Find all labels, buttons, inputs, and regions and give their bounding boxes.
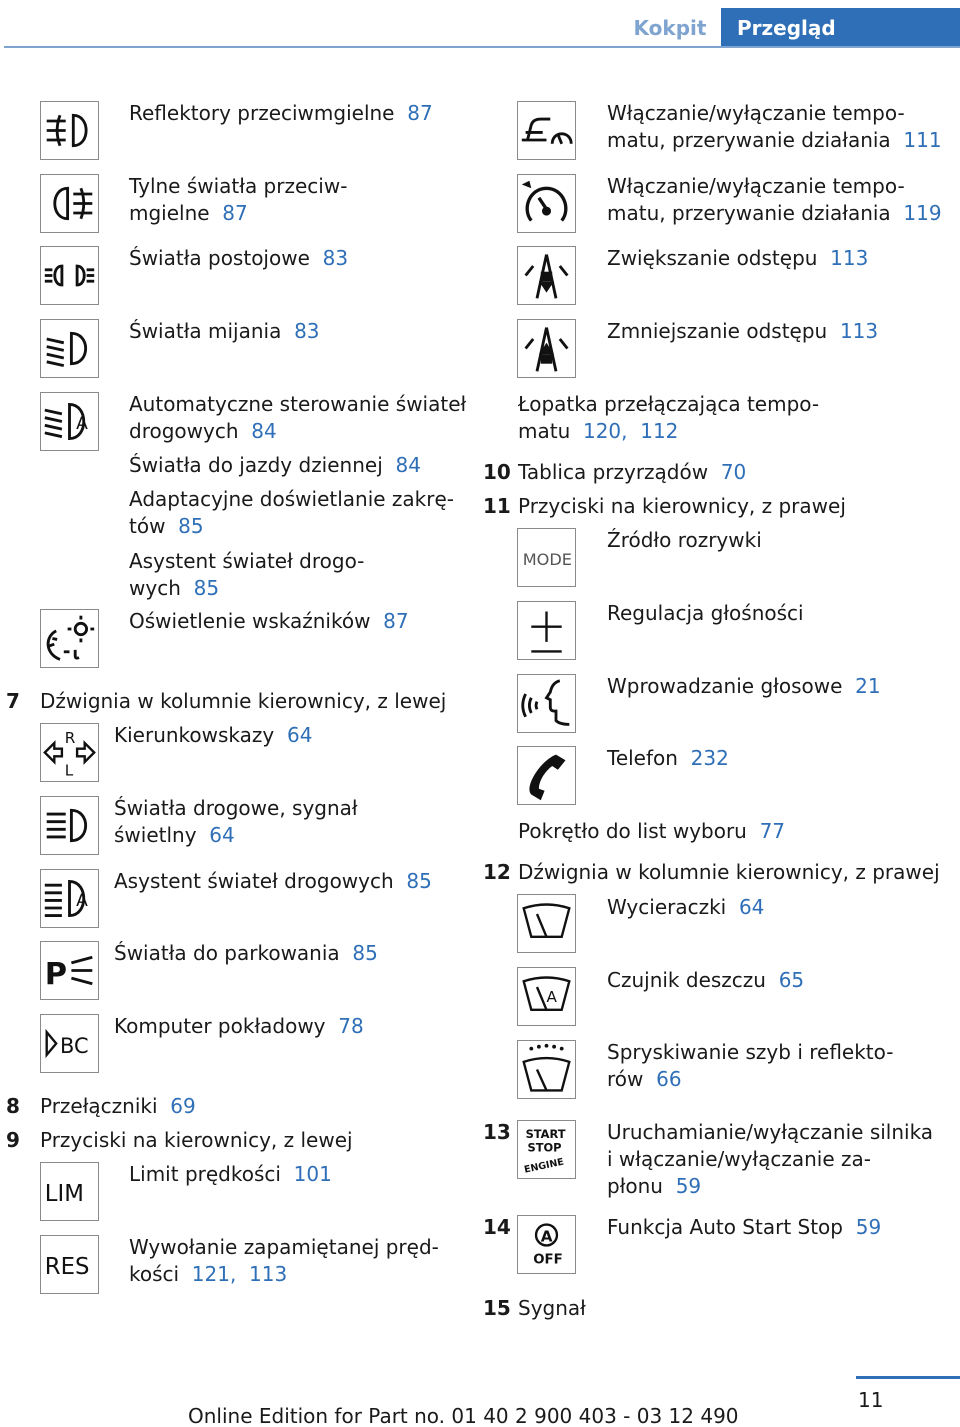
svg-text:A: A [546,988,557,1007]
hba-line1: Asystent świateł drogo- [129,549,365,573]
cruise2-line1: Włączanie/wyłączanie tempo- [607,174,905,198]
high-beam-line2: świetlny 64 [114,823,235,847]
parking-light-ref[interactable]: 85 [352,941,378,965]
parking-light-text: Światła do parkowania 85 [114,941,378,965]
svg-text:A: A [76,414,88,435]
distance-decrease-icon [517,319,576,378]
instrument-lighting-ref[interactable]: 87 [383,609,409,633]
phone-icon [517,746,576,805]
turn-signals-text: Kierunkowskazy 64 [114,723,313,747]
high-beam-icon [40,796,99,855]
rear-fog-line2: mgielne 87 [129,201,248,225]
footer-edition: Online Edition for Part no. 01 40 2 900 403 - 03 12 490 [188,1404,739,1427]
thumbwheel-ref[interactable]: 77 [759,819,786,843]
hba2-ref[interactable]: 85 [406,869,432,893]
distance-increase-icon [517,246,576,305]
rocker-line2: matu 120, 112 [518,419,679,443]
svg-text:R: R [64,729,76,747]
item-13-line3: płonu 59 [607,1174,702,1198]
instrument-lighting-icon [40,609,99,668]
front-fog-text: Reflektory przeciwmgielne 87 [129,101,433,125]
auto-start-stop-icon [517,1215,576,1274]
instrument-lighting-text: Oświetlenie wskaźników 87 [129,609,409,633]
distance-increase-ref[interactable]: 113 [830,246,869,270]
item-12-label: Dźwignia w kolumnie kierownicy, z prawej [518,860,940,884]
front-fog-light-icon [40,101,99,160]
item-14-ref[interactable]: 59 [855,1215,882,1239]
lim-text: Limit prędkości 101 [129,1162,332,1186]
header-rule [4,46,960,48]
front-fog-ref[interactable]: 87 [407,101,433,125]
item-14-number: 14 [483,1215,511,1239]
footer-rule [856,1376,960,1379]
item-14-label: Funkcja Auto Start Stop 59 [607,1215,882,1239]
onboard-computer-icon [40,1014,99,1073]
parking-lights-text: Światła postojowe 83 [129,246,349,270]
wipers-ref[interactable]: 64 [738,895,765,919]
cruise2-line2: matu, przerywanie działania 119 [607,201,942,225]
item-9-label: Przyciski na kierownicy, z lewej [40,1128,353,1152]
volume-plus-icon [517,601,576,660]
item-11-number: 11 [483,494,511,518]
item-10-number: 10 [483,460,511,484]
item-8-label: Przełączniki 69 [40,1094,196,1118]
low-beam-text: Światła mijania 83 [129,319,320,343]
distance-decrease-ref[interactable]: 113 [839,319,879,343]
auto-lights-line1: Automatyczne sterowanie świateł [129,392,467,416]
voice-text: Wprowadzanie głosowe 21 [607,674,881,698]
phone-text: Telefon 232 [607,746,729,770]
res-ref-1[interactable]: 121, [191,1262,237,1286]
parking-lights-icon [40,246,99,305]
wipers-text: Wycieraczki 64 [607,895,765,919]
svg-text:MODE: MODE [522,550,573,570]
auto-lights-line2: drogowych 84 [129,419,277,443]
svg-text:STOP: STOP [527,1140,562,1155]
parking-light-icon [40,941,99,1000]
washer-ref[interactable]: 66 [656,1067,682,1091]
drl-text: Światła do jazdy dziennej 84 [129,453,421,477]
voice-command-icon [517,674,576,733]
washer-icon [517,1040,576,1099]
item-13-number: 13 [483,1120,511,1144]
item-8-ref[interactable]: 69 [170,1094,196,1118]
rain-ref[interactable]: 65 [778,968,805,992]
res-line2: kości 121, 113 [129,1262,288,1286]
hba-ref[interactable]: 85 [193,576,220,600]
rain-sensor-icon [517,967,576,1026]
high-beam-assist-icon [40,869,99,928]
high-beam-line1: Światła drogowe, sygnał [114,796,358,820]
item-15-label: Sygnał [518,1296,586,1320]
auto-headlight-icon [40,392,99,451]
rocker-ref-1[interactable]: 120, [582,419,628,443]
high-beam-ref[interactable]: 64 [209,823,235,847]
turn-signals-ref[interactable]: 64 [286,723,313,747]
page-number: 11 [858,1388,884,1412]
rear-fog-line1: Tylne światła przeciw- [129,174,348,198]
start-stop-button-icon [517,1120,576,1179]
low-beam-ref[interactable]: 83 [294,319,320,343]
item-11-label: Przyciski na kierownicy, z prawej [518,494,846,518]
tab-przeglad[interactable]: Przegląd [721,8,960,48]
washer-line1: Spryskiwanie szyb i reflekto- [607,1040,894,1064]
svg-text:P: P [44,956,68,992]
svg-text:OFF: OFF [533,1252,563,1268]
low-beam-icon [40,319,99,378]
res-button-icon [40,1235,99,1294]
volume-text: Regulacja głośności [607,601,804,625]
rain-text: Czujnik deszczu 65 [607,968,805,992]
hba-line2: wych 85 [129,576,220,600]
item-10-label: Tablica przyrządów 70 [518,460,747,484]
wiper-icon [517,894,576,953]
item-10-ref[interactable]: 70 [720,460,747,484]
cruise1-line2: matu, przerywanie działania 111 [607,128,942,152]
item-15-number: 15 [483,1296,511,1320]
res-line1: Wywołanie zapamiętanej pręd- [129,1235,439,1259]
svg-text:A: A [76,891,88,912]
item-13-ref[interactable]: 59 [675,1174,702,1198]
item-13-line2: i włączanie/wyłączanie za- [607,1147,871,1171]
turn-signal-icon [40,723,99,782]
item-12-number: 12 [483,860,511,884]
source-text: Źródło rozrywki [607,528,762,552]
svg-text:ENGINE: ENGINE [523,1156,565,1176]
washer-line2: rów 66 [607,1067,682,1091]
rocker-line1: Łopatka przełączająca tempo- [518,392,820,416]
hba2-text: Asystent świateł drogowych 85 [114,869,432,893]
item-9-number: 9 [6,1128,20,1152]
distance-decrease-text: Zmniejszanie odstępu 113 [607,319,879,343]
thumbwheel-text: Pokrętło do list wyboru 77 [518,819,786,843]
rear-fog-light-icon [40,174,99,233]
cruise-control-icon [517,101,576,160]
cruise2-ref[interactable]: 119 [903,201,942,225]
lim-button-icon [40,1162,99,1221]
item-8-number: 8 [6,1094,20,1118]
distance-increase-text: Zwiększanie odstępu 113 [607,246,869,270]
item-13-line1: Uruchamianie/wyłączanie silnika [607,1120,934,1144]
svg-text:L: L [64,761,74,780]
speedometer-icon [517,174,576,233]
rocker-ref-2[interactable]: 112 [640,419,679,443]
auto-lights-ref[interactable]: 84 [251,419,277,443]
voice-ref[interactable]: 21 [855,674,881,698]
phone-ref[interactable]: 232 [690,746,729,770]
item-7-number: 7 [6,689,20,713]
svg-text:BC: BC [60,1034,89,1058]
cruise1-line1: Włączanie/wyłączanie tempo- [607,101,905,125]
svg-text:START: START [525,1127,566,1142]
rear-fog-ref[interactable]: 87 [222,201,248,225]
tab-kokpit[interactable]: Kokpit [633,16,707,40]
cruise1-ref[interactable]: 111 [903,128,942,152]
adaptive-ref[interactable]: 85 [178,514,204,538]
adaptive-line1: Adaptacyjne doświetlanie zakrę- [129,487,454,511]
svg-text:RES: RES [44,1254,90,1280]
computer-text: Komputer pokładowy 78 [114,1014,364,1038]
res-ref-2[interactable]: 113 [249,1262,288,1286]
drl-ref[interactable]: 84 [395,453,421,477]
computer-ref[interactable]: 78 [338,1014,364,1038]
adaptive-line2: tów 85 [129,514,204,538]
parking-lights-ref[interactable]: 83 [322,246,349,270]
lim-ref[interactable]: 101 [293,1162,332,1186]
mode-button-icon [517,528,576,587]
svg-text:LIM: LIM [44,1181,84,1207]
item-7-label: Dźwignia w kolumnie kierownicy, z lewej [40,689,447,713]
svg-text:A: A [540,1227,553,1246]
